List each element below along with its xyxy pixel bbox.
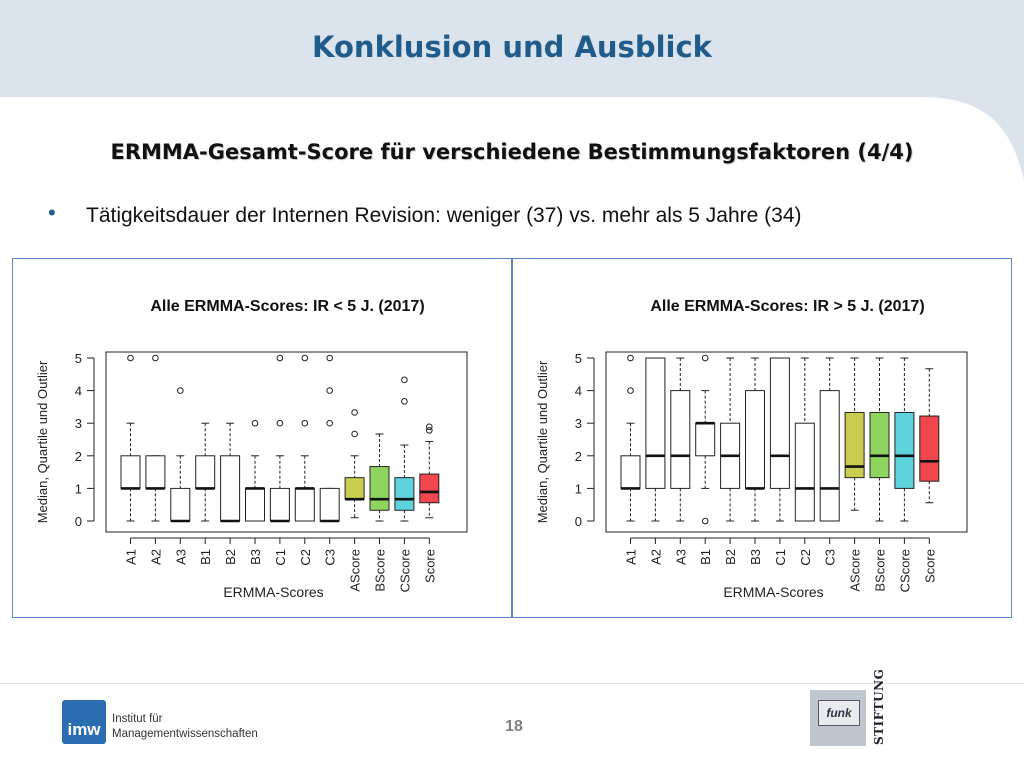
box-C3 bbox=[820, 391, 839, 521]
y-tick-label: 1 bbox=[74, 481, 82, 497]
box-CScore bbox=[895, 412, 914, 488]
box-C2 bbox=[795, 423, 814, 521]
y-axis-label: Median, Quartile und Outlier bbox=[35, 360, 50, 524]
outlier-point bbox=[128, 355, 134, 361]
box-A3 bbox=[671, 391, 690, 489]
page-number: 18 bbox=[505, 718, 523, 735]
y-tick-label: 2 bbox=[74, 448, 82, 464]
boxplot-chart-left bbox=[13, 259, 510, 616]
x-tick-label: C2 bbox=[297, 549, 313, 566]
x-tick-label: CScore bbox=[397, 549, 413, 593]
institute-line-1: Institut für bbox=[112, 713, 163, 725]
y-tick-label: 4 bbox=[574, 383, 582, 399]
box-BScore bbox=[870, 412, 889, 477]
x-tick-label: C1 bbox=[272, 549, 288, 566]
x-tick-label: AScore bbox=[847, 549, 863, 592]
outlier-point bbox=[277, 420, 283, 426]
box-C3 bbox=[320, 488, 339, 521]
box-AScore bbox=[345, 478, 364, 500]
y-tick-label: 5 bbox=[74, 351, 82, 366]
x-axis-label: ERMMA-Scores bbox=[723, 584, 824, 600]
outlier-point bbox=[302, 355, 308, 361]
box-A1 bbox=[121, 456, 140, 489]
outlier-point bbox=[702, 518, 708, 524]
imw-logo: imw bbox=[62, 700, 106, 744]
box-CScore bbox=[395, 478, 414, 511]
stiftung-label: STIFTUNG bbox=[872, 668, 886, 745]
box-C1 bbox=[770, 358, 789, 488]
y-tick-label: 3 bbox=[74, 416, 82, 432]
slide-subtitle: ERMMA-Gesamt-Score für verschiedene Bestimmungsfaktoren (4/4) bbox=[110, 140, 914, 164]
box-B1 bbox=[196, 456, 215, 489]
x-tick-label: A2 bbox=[148, 549, 164, 565]
x-tick-label: B1 bbox=[198, 549, 214, 565]
x-tick-label: B2 bbox=[223, 549, 239, 565]
x-tick-label: C3 bbox=[822, 549, 838, 566]
box-Score bbox=[920, 416, 939, 481]
y-tick-label: 1 bbox=[574, 481, 582, 497]
y-tick-label: 4 bbox=[74, 383, 82, 399]
x-tick-label: Score bbox=[922, 549, 938, 583]
x-tick-label: C1 bbox=[772, 549, 788, 566]
institute-line-2: Managementwissenschaften bbox=[112, 728, 258, 740]
chart-title: Alle ERMMA-Scores: IR > 5 J. (2017) bbox=[650, 298, 925, 315]
x-tick-label: C2 bbox=[797, 549, 813, 566]
box-A3 bbox=[171, 488, 190, 521]
outlier-point bbox=[327, 420, 333, 426]
bullet-text: Tätigkeitsdauer der Internen Revision: weniger (37) vs. mehr als 5 Jahre (34) bbox=[86, 204, 802, 227]
chart-panel-right bbox=[512, 258, 1012, 618]
y-tick-label: 5 bbox=[574, 351, 582, 366]
x-tick-label: B1 bbox=[698, 549, 714, 565]
y-tick-label: 2 bbox=[574, 448, 582, 464]
box-A1 bbox=[621, 456, 640, 489]
box-AScore bbox=[845, 412, 864, 477]
outlier-point bbox=[327, 388, 333, 394]
outlier-point bbox=[178, 388, 184, 394]
outlier-point bbox=[628, 355, 634, 361]
outlier-point bbox=[402, 399, 408, 405]
x-tick-label: A3 bbox=[673, 549, 689, 565]
outlier-point bbox=[327, 355, 333, 361]
outlier-point bbox=[252, 420, 258, 426]
x-axis-label: ERMMA-Scores bbox=[223, 584, 324, 600]
box-B3 bbox=[246, 488, 265, 521]
x-tick-label: A3 bbox=[173, 549, 189, 565]
box-B1 bbox=[696, 423, 715, 456]
x-tick-label: C3 bbox=[322, 549, 338, 566]
footer-divider bbox=[0, 683, 1024, 684]
x-tick-label: B3 bbox=[248, 549, 263, 565]
box-BScore bbox=[370, 467, 389, 511]
x-tick-label: A2 bbox=[648, 549, 664, 565]
y-tick-label: 3 bbox=[574, 416, 582, 432]
chart-title: Alle ERMMA-Scores: IR < 5 J. (2017) bbox=[150, 298, 425, 315]
y-tick-label: 0 bbox=[74, 514, 82, 529]
x-tick-label: Score bbox=[422, 549, 438, 583]
box-C1 bbox=[270, 488, 289, 521]
outlier-point bbox=[352, 410, 358, 416]
x-tick-label: CScore bbox=[897, 549, 913, 593]
outlier-point bbox=[153, 355, 159, 361]
y-axis-label: Median, Quartile und Outlier bbox=[535, 360, 550, 524]
outlier-point bbox=[702, 355, 708, 361]
box-B3 bbox=[746, 391, 765, 489]
bullet-symbol: • bbox=[48, 200, 56, 225]
box-A2 bbox=[646, 358, 665, 488]
outlier-point bbox=[277, 355, 283, 361]
funk-logo-mark: funk bbox=[818, 700, 860, 726]
x-tick-label: B2 bbox=[723, 549, 739, 565]
x-tick-label: A1 bbox=[123, 549, 139, 565]
chart-panel-left bbox=[12, 258, 512, 618]
box-Score bbox=[420, 474, 439, 503]
outlier-point bbox=[302, 420, 308, 426]
institute-name bbox=[112, 712, 258, 742]
y-tick-label: 0 bbox=[574, 514, 582, 529]
x-tick-label: A1 bbox=[623, 549, 639, 565]
box-A2 bbox=[146, 456, 165, 489]
outlier-point bbox=[427, 424, 433, 430]
x-tick-label: BScore bbox=[872, 549, 888, 592]
outlier-point bbox=[628, 388, 634, 394]
outlier-point bbox=[352, 431, 358, 437]
x-tick-label: BScore bbox=[372, 549, 388, 592]
box-C2 bbox=[295, 488, 314, 521]
slide-title: Konklusion und Ausblick bbox=[312, 30, 712, 64]
x-tick-label: B3 bbox=[748, 549, 763, 565]
outlier-point bbox=[402, 377, 408, 383]
x-tick-label: AScore bbox=[347, 549, 363, 592]
box-B2 bbox=[221, 456, 240, 521]
boxplot-chart-right bbox=[513, 259, 1010, 616]
